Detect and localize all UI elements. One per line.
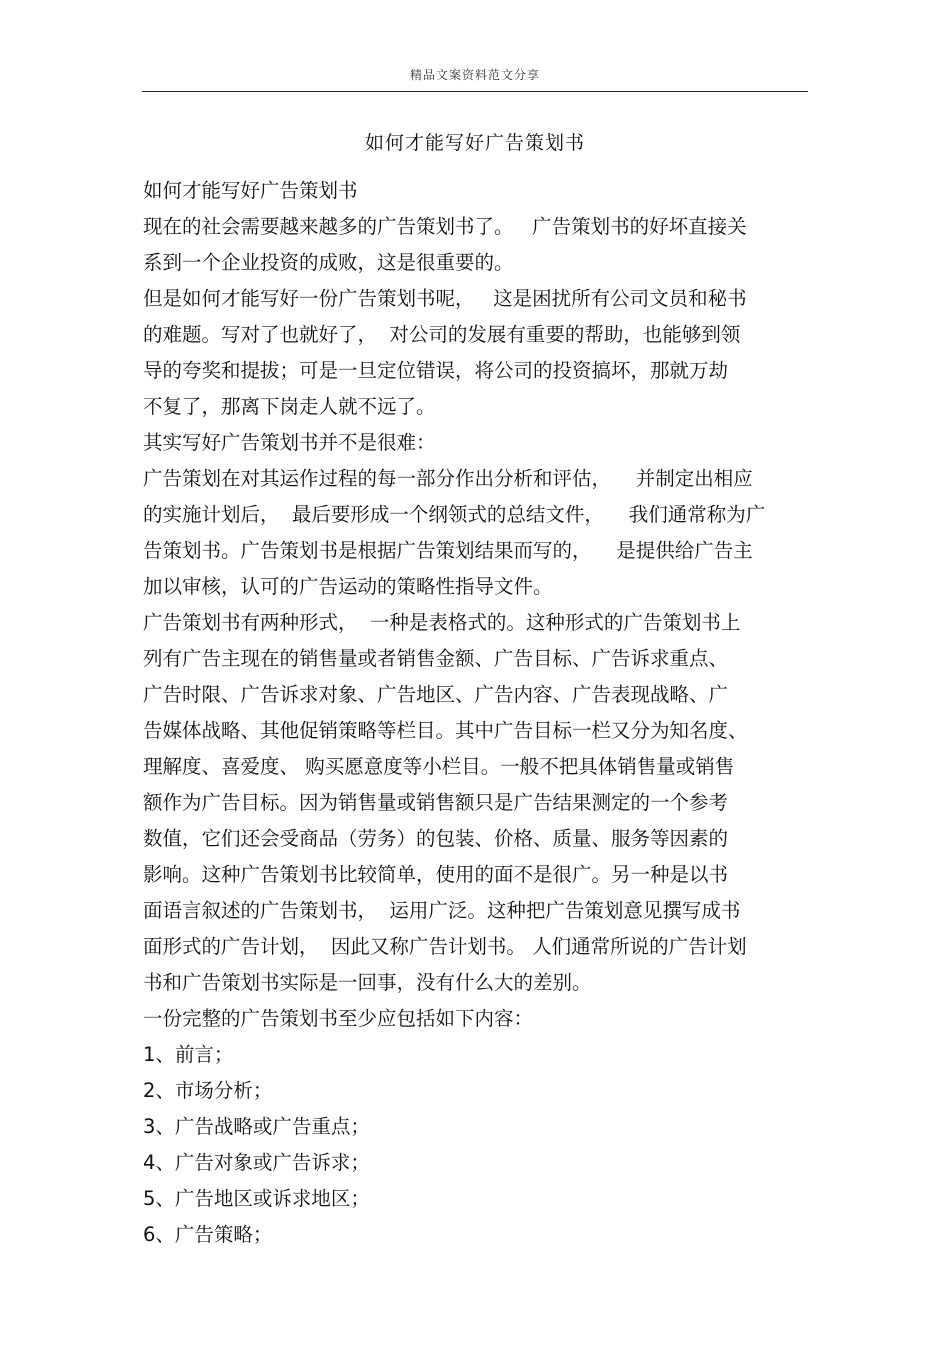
text-line: 理解度、喜爱度、 购买愿意度等小栏目。一般不把具体销售量或销售 <box>143 755 735 778</box>
text-line: 广告时限、广告诉求对象、广告地区、广告内容、广告表现战略、广 <box>143 683 729 706</box>
text-line: 书和广告策划书实际是一回事，没有什么大的差别。 <box>143 971 592 994</box>
text-line: 加以审核，认可的广告运动的策略性指导文件。 <box>143 575 553 598</box>
text-line: 列有广告主现在的销售量或者销售金额、广告目标、广告诉求重点、 <box>143 647 729 670</box>
text-line: 其实写好广告策划书并不是很难： <box>143 431 436 454</box>
list-item: 5、广告地区或诉求地区； <box>143 1187 370 1210</box>
text-line: 数值，它们还会受商品（劳务）的包装、价格、质量、服务等因素的 <box>143 827 729 850</box>
text-line: 系到一个企业投资的成败，这是很重要的。 <box>143 251 514 274</box>
list-item: 4、广告对象或广告诉求； <box>143 1151 370 1174</box>
text-line: 广告策划书有两种形式， 一种是表格式的。这种形式的广告策划书上 <box>143 611 741 634</box>
text-line: 面形式的广告计划， 因此又称广告计划书。 人们通常所说的广告计划 <box>143 935 747 958</box>
list-item: 6、广告策略； <box>143 1223 273 1246</box>
text-line: 如何才能写好广告策划书 <box>143 179 358 202</box>
header-divider <box>142 91 808 92</box>
text-line: 额作为广告目标。因为销售量或销售额只是广告结果测定的一个参考 <box>143 791 729 814</box>
text-line: 告策划书。广告策划书是根据广告策划结果而写的， 是提供给广告主 <box>143 539 753 562</box>
text-line: 一份完整的广告策划书至少应包括如下内容： <box>143 1007 534 1030</box>
text-line: 告媒体战略、其他促销策略等栏目。其中广告目标一栏又分为知名度、 <box>143 719 748 742</box>
text-line: 影响。这种广告策划书比较简单，使用的面不是很广。另一种是以书 <box>143 863 729 886</box>
text-line: 的实施计划后， 最后要形成一个纲领式的总结文件， 我们通常称为广 <box>143 503 766 526</box>
document-title: 如何才能写好广告策划书 <box>364 132 585 154</box>
text-line: 现在的社会需要越来越多的广告策划书了。 广告策划书的好坏直接关 <box>143 215 747 238</box>
document-body <box>143 173 808 1253</box>
list-item: 3、广告战略或广告重点； <box>143 1115 370 1138</box>
text-line: 不复了，那离下岗走人就不远了。 <box>143 395 436 418</box>
list-item: 2、市场分析； <box>143 1079 273 1102</box>
text-line: 广告策划在对其运作过程的每一部分作出分析和评估， 并制定出相应 <box>143 467 753 490</box>
text-line: 面语言叙述的广告策划书， 运用广泛。这种把广告策划意见撰写成书 <box>143 899 741 922</box>
text-line: 导的夸奖和提拔；可是一旦定位错误，将公司的投资搞坏，那就万劫 <box>143 359 729 382</box>
page-header: 精品文案资料范文分享 <box>409 68 540 82</box>
text-line: 但是如何才能写好一份广告策划书呢， 这是困扰所有公司文员和秘书 <box>143 287 747 310</box>
list-item: 1、前言； <box>143 1043 234 1066</box>
text-line: 的难题。写对了也就好了， 对公司的发展有重要的帮助，也能够到领 <box>143 323 741 346</box>
